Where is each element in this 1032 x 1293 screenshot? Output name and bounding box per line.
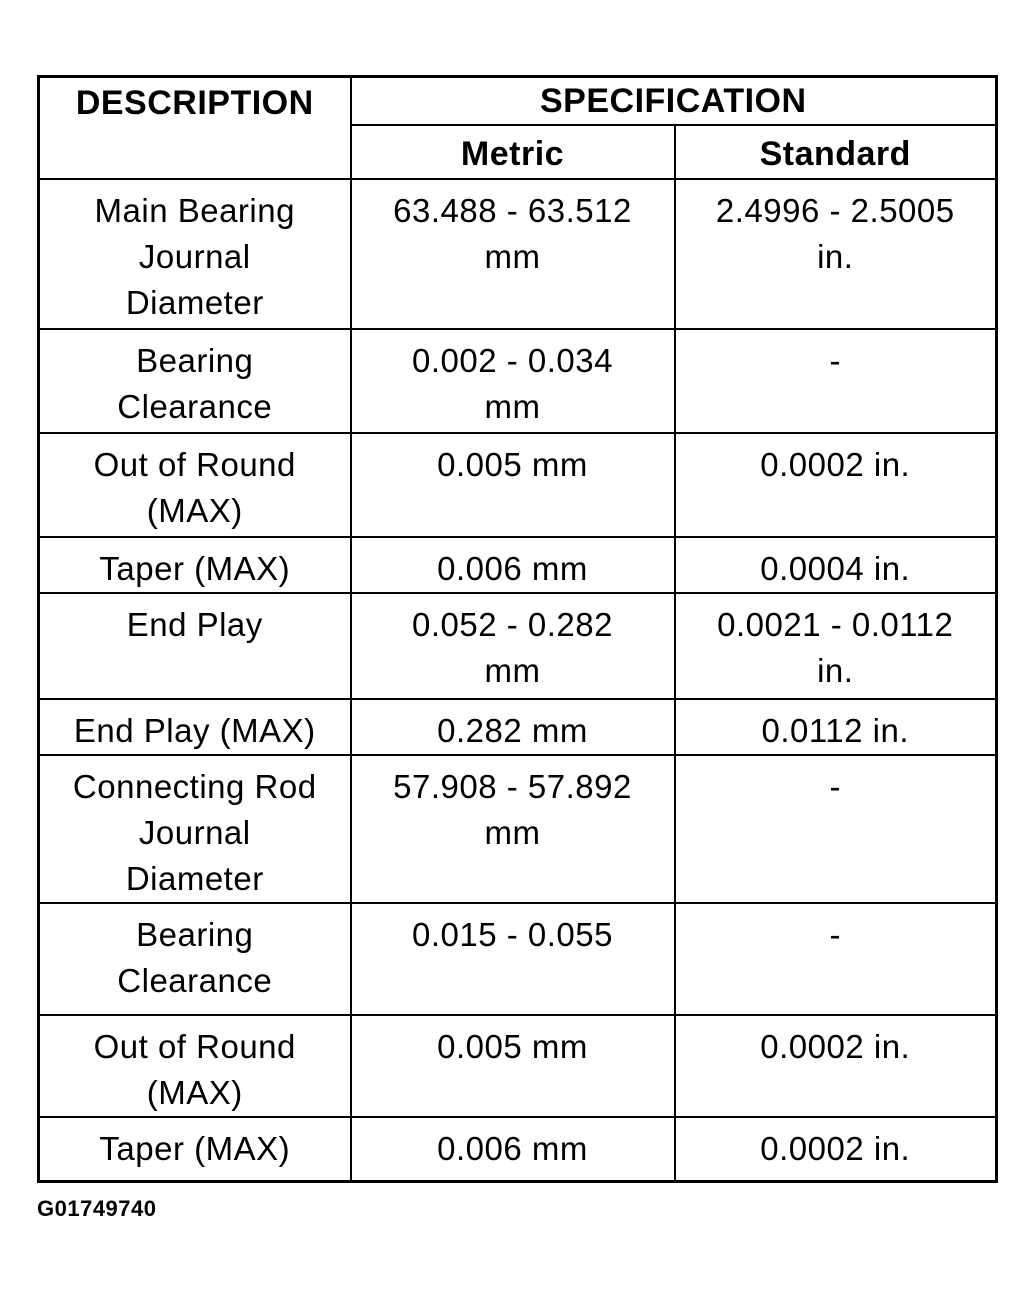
table-row xyxy=(39,699,997,755)
specification-header: SPECIFICATION xyxy=(351,77,997,126)
metric-cell: 0.005 mm xyxy=(351,1015,675,1117)
metric-cell: 0.052 - 0.282 mm xyxy=(351,593,675,699)
specification-table xyxy=(37,75,998,1183)
standard-cell: 0.0002 in. xyxy=(675,433,997,537)
standard-cell: - xyxy=(675,329,997,433)
table-row xyxy=(39,593,997,699)
table-row xyxy=(39,179,997,329)
metric-cell: 0.006 mm xyxy=(351,537,675,593)
description-cell: Bearing Clearance xyxy=(39,329,351,433)
table-row xyxy=(39,903,997,1015)
standard-cell: 0.0002 in. xyxy=(675,1117,997,1181)
description-cell: Main Bearing Journal Diameter xyxy=(39,179,351,329)
metric-cell: 0.006 mm xyxy=(351,1117,675,1181)
standard-cell: 0.0112 in. xyxy=(675,699,997,755)
metric-cell: 0.005 mm xyxy=(351,433,675,537)
description-cell: Out of Round (MAX) xyxy=(39,1015,351,1117)
standard-cell: 0.0004 in. xyxy=(675,537,997,593)
description-cell: Bearing Clearance xyxy=(39,903,351,1015)
description-cell: Out of Round (MAX) xyxy=(39,433,351,537)
description-cell: End Play (MAX) xyxy=(39,699,351,755)
figure-code: G01749740 xyxy=(37,1196,157,1221)
description-cell: Connecting Rod Journal Diameter xyxy=(39,755,351,903)
standard-cell: - xyxy=(675,755,997,903)
standard-cell: 2.4996 - 2.5005 in. xyxy=(675,179,997,329)
metric-cell: 63.488 - 63.512 mm xyxy=(351,179,675,329)
description-cell: Taper (MAX) xyxy=(39,1117,351,1181)
metric-header: Metric xyxy=(351,125,675,179)
standard-cell: 0.0002 in. xyxy=(675,1015,997,1117)
table-row xyxy=(39,1015,997,1117)
metric-cell: 57.908 - 57.892 mm xyxy=(351,755,675,903)
table-row xyxy=(39,433,997,537)
table-row xyxy=(39,1117,997,1181)
table-row xyxy=(39,755,997,903)
standard-cell: 0.0021 - 0.0112 in. xyxy=(675,593,997,699)
metric-cell: 0.282 mm xyxy=(351,699,675,755)
table-row xyxy=(39,329,997,433)
metric-cell: 0.015 - 0.055 xyxy=(351,903,675,1015)
metric-cell: 0.002 - 0.034 mm xyxy=(351,329,675,433)
description-header: DESCRIPTION xyxy=(39,77,351,180)
description-cell: End Play xyxy=(39,593,351,699)
description-cell: Taper (MAX) xyxy=(39,537,351,593)
standard-cell: - xyxy=(675,903,997,1015)
standard-header: Standard xyxy=(675,125,997,179)
table-row xyxy=(39,537,997,593)
